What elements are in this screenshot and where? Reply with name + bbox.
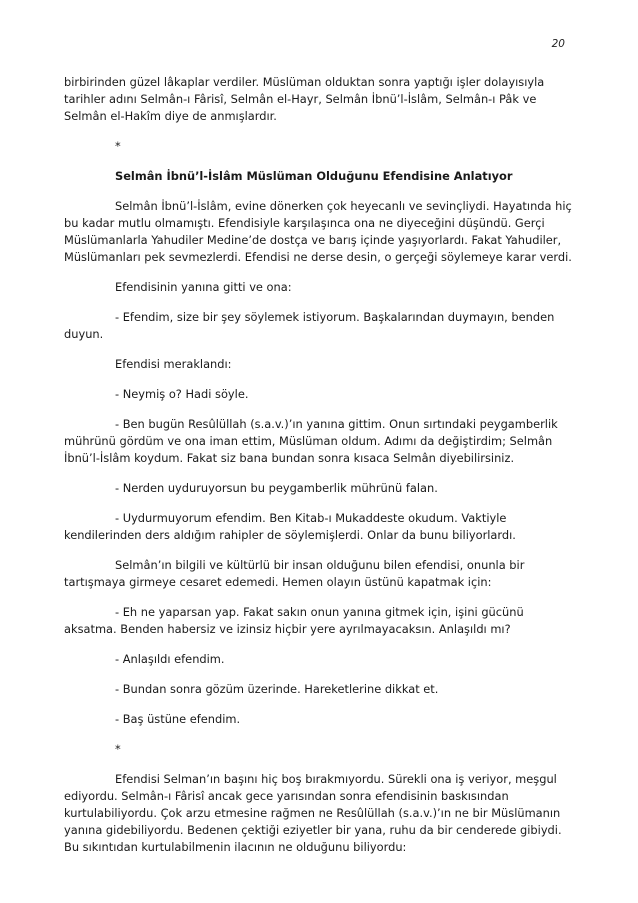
dialogue-line: - Neymiş o? Hadi söyle.	[115, 387, 249, 401]
paragraph: Selmân’ın bilgili ve kültürlü bir insan olduğunu bilen efendisi, onunla bir tartışmaya girmeye cesaret edemedi. Hemen olayın üstünü kapatmak için:	[64, 558, 525, 589]
paragraph: Selmân İbnü’l-İslâm, evine dönerken çok heyecanlı ve sevinçliydi. Hayatında hiç bu kadar mutlu olmamıştı. Efendisiyle karşılaşınca ona ne diyeceğini düşündü. Gerçi Müslümanlarla Yahudiler Medine’de dostça ve barış içinde yaşıyorlardı. Fakat Yahudiler, Müslümanları pek sevmezlerdi. Efendisi ne derse desin, o gerçeği söylemeye karar verdi.	[64, 199, 572, 264]
dialogue-line: - Bundan sonra gözüm üzerinde. Hareketlerine dikkat et.	[115, 682, 439, 696]
dialogue-line: - Anlaşıldı efendim.	[115, 652, 225, 666]
section-heading: Selmân İbnü’l-İslâm Müslüman Olduğunu Efendisine Anlatıyor	[115, 169, 513, 183]
section-separator: *	[115, 742, 121, 756]
dialogue-line: - Uydurmuyorum efendim. Ben Kitab-ı Mukaddeste okudum. Vaktiyle kendilerinden ders aldığım rahipler de söylemişlerdi. Onlar da bunu biliyorlardı.	[64, 511, 516, 542]
dialogue-line: - Baş üstüne efendim.	[115, 712, 241, 726]
paragraph: Efendisi meraklandı:	[115, 357, 232, 371]
paragraph-intro: birbirinden güzel lâkaplar verdiler. Müslüman olduktan sonra yaptığı işler dolayısıyla tarihler adını Selmân-ı Fârisî, Selmân el-Hayr, Selmân İbnü’l-İslâm, Selmân-ı Pâk ve Selmân el-Hakîm diye de anmışlardır.	[64, 75, 545, 123]
dialogue-line: - Eh ne yaparsan yap. Fakat sakın onun yanına gitmek için, işini gücünü aksatma. Benden habersiz ve izinsiz hiçbir yere ayrılmayacaksın. Anlaşıldı mı?	[64, 605, 524, 636]
page-number: 20	[551, 38, 565, 50]
dialogue-line: - Efendim, size bir şey söylemek istiyorum. Başkalarından duymayın, benden duyun.	[64, 310, 555, 341]
paragraph: Efendisi Selman’ın başını hiç boş bırakmıyordu. Sürekli ona iş veriyor, meşgul ediyordu. Selmân-ı Fârisî ancak gece yarısından sonra efendisinin baskısından kurtulabiliyordu. Çok arzu etmesine rağmen ne Resûlüllah (s.a.v.)’ın ne bir Müslümanın yanına gidebiliyordu. Bedenen çektiği eziyetler bir yana, ruhu da bir cenderede gibiydi. Bu sıkıntıdan kurtulabilmenin ilacının ne olduğunu biliyordu:	[64, 772, 562, 854]
document-body	[64, 74, 574, 869]
paragraph: Efendisinin yanına gitti ve ona:	[115, 280, 292, 294]
section-separator: *	[115, 139, 121, 153]
dialogue-line: - Ben bugün Resûlüllah (s.a.v.)’ın yanına gittim. Onun sırtındaki peygamberlik mührünü gördüm ve ona iman ettim, Müslüman oldum. Adımı da değiştirdim; Selmân İbnü’l-İslâm koydum. Fakat siz bana bundan sonra kısaca Selmân diyebilirsiniz.	[64, 417, 558, 465]
dialogue-line: - Nerden uyduruyorsun bu peygamberlik mührünü falan.	[115, 481, 438, 495]
